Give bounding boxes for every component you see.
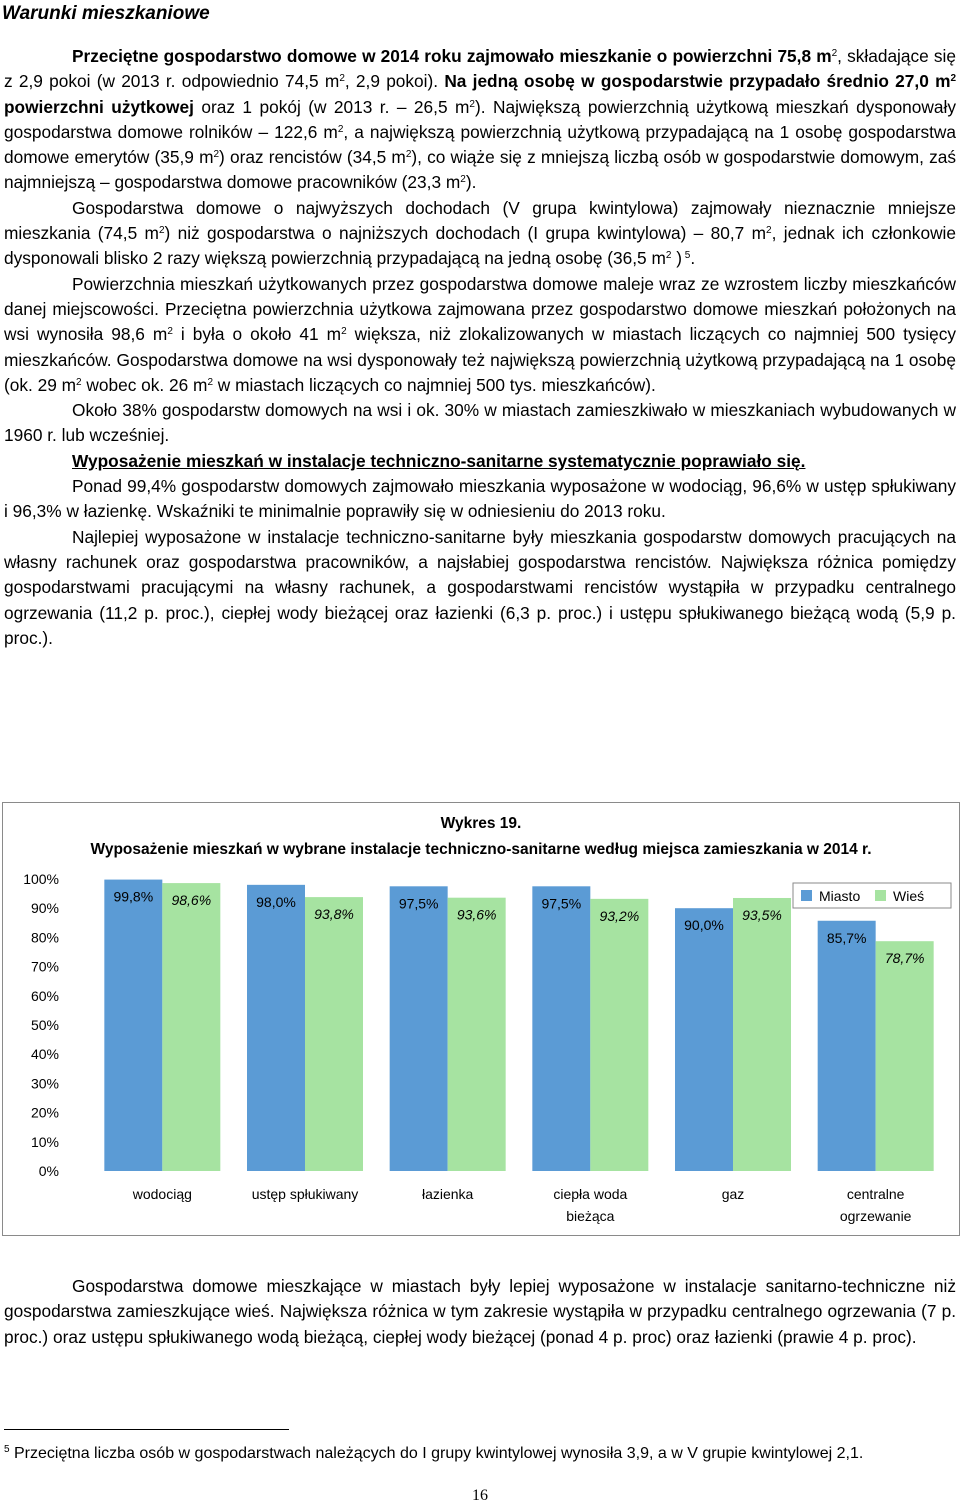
paragraph-8: Gospodarstwa domowe mieszkające w miastach były lepiej wyposażone w instalacje sanitarno-techniczne niż gospodarstwa zamieszkujące wieś. Największa różnica w tym zakresie wystąpiła w przypadku centralnego ogrzewania (7 p. proc.) oraz ustępu spłukiwanego wodą bieżącą, ciepłej wody bieżącej (ponad 4 p. proc) oraz łazienki (prawie 4 p. proc). (4, 1276, 956, 1347)
bar-chart (3, 803, 959, 1235)
bar-wie (876, 941, 934, 1171)
y-tick-label: 20% (30, 1104, 59, 1121)
chart-title: Wykres 19. (440, 815, 522, 832)
y-tick-label: 0% (38, 1163, 59, 1179)
bar-wie (305, 897, 363, 1171)
chart-subtitle: Wyposażenie mieszkań w wybrane instalacje techniczno-sanitarne według miejsca zamieszkania w 2014 r. (90, 841, 872, 858)
body-text-upper (4, 44, 956, 651)
data-label: 90,0% (684, 917, 724, 934)
y-tick-label: 80% (30, 929, 59, 946)
legend-swatch (801, 890, 812, 901)
data-label: 98,6% (171, 892, 212, 909)
paragraph-1: Przeciętne gospodarstwo domowe w 2014 roku zajmowało mieszkanie o powierzchni 75,8 $m^2$, składające się z 2,9 pokoi (w 2013 r. odpowiednio 74,5 $m^2$, 2,9 pokoi). Na jedną osobę w gospodarstwie przypadało średnio 27,0 $m^2$ powierzchni użytkowej oraz 1 pokój (w 2013 r. – 26,5 $m^2$). Największą powierzchnią użytkową mieszkań dysponowały gospodarstwa domowe rolników – 122,6 $m^2$, a największą powierzchnią użytkową przypadającą na 1 osobę gospodarstwa domowe emerytów (35,9 $m^2$) oraz rencistów (34,5 $m^2$), co wiąże się z mniejszą liczbą osób w gospodarstwie domowym, zaś najmniejszą – gospodarstwa domowe pracowników (23,3 $m^2$). (4, 46, 957, 193)
bar-wie (733, 898, 791, 1171)
page-number: 16 (472, 1487, 488, 1504)
y-tick-label: 70% (30, 958, 59, 975)
paragraph-4: Około 38% gospodarstw domowych na wsi i ok. 30% w miastach zamieszkiwało w mieszkaniach wybudowanych w 1960 r. lub wcześniej. (4, 400, 956, 446)
bar-miasto (675, 908, 733, 1171)
y-tick-label: 50% (30, 1017, 59, 1033)
data-label: 97,5% (398, 895, 439, 912)
legend-entry: Miasto (819, 888, 861, 904)
paragraph-3: Powierzchnia mieszkań użytkowanych przez gospodarstwa domowe maleje wraz ze wzrostem liczby mieszkańców danej miejscowości. Przeciętna powierzchnia użytkowa zajmowana przez gospodarstwo domowe mieszkań położonych na wsi wynosiła 98,6 $m^2$ i była o około 41 $m^2$ większa, niż zlokalizowanych w miastach liczących co najmniej 500 tysięcy mieszkańców. Gospodarstwa domowe na wsi dysponowały też największą powierzchnią użytkową przypadającą na 1 osobę (ok. 29 $m^2$ wobec ok. 26 $m^2$ w miastach liczących co najmniej 500 tys. mieszkańców). (4, 273, 956, 395)
data-label: 98,0% (256, 893, 296, 910)
footnote (4, 1442, 956, 1465)
legend-entry: Wieś (893, 888, 925, 904)
bar-miasto (247, 885, 305, 1171)
x-category-label: łazienka (421, 1186, 474, 1202)
x-category-label: ogrzewanie (839, 1208, 912, 1224)
data-label: 93,5% (742, 906, 782, 923)
footnote-mark: 5 (4, 1444, 10, 1455)
paragraph-2: Gospodarstwa domowe o najwyższych dochodach (V grupa kwintylowa) zajmowały nieznacznie mniejsze mieszkania (74,5 $m^2$) niż gospodarstwa o najniższych dochodach (I grupa kwintylowa) – 80,7 $m^2$, jednak ich członkowie dysponowali blisko 2 razy większą powierzchnią przypadającą na jedną osobę (36,5 $m^2$ ) $^5$. (4, 197, 956, 269)
y-tick-label: 10% (30, 1133, 59, 1150)
bar-miasto (532, 886, 590, 1171)
bar-wie (448, 898, 506, 1171)
data-label: 99,8% (113, 888, 154, 905)
y-tick-label: 90% (30, 900, 59, 917)
data-label: 93,8% (314, 906, 354, 923)
bar-miasto (104, 880, 162, 1171)
legend-swatch (875, 890, 886, 901)
data-label: 97,5% (541, 895, 582, 912)
x-category-label: ustęp spłukiwany (251, 1186, 359, 1202)
paragraph-5-heading: Wyposażenie mieszkań w instalacje techniczno-sanitarne systematycznie poprawiało się. (72, 450, 806, 471)
data-label: 93,2% (599, 907, 640, 924)
y-tick-label: 100% (23, 871, 59, 887)
footnote-divider (4, 1429, 289, 1430)
chart-container (2, 802, 960, 1236)
data-label: 85,7% (826, 929, 867, 946)
bar-miasto (818, 921, 876, 1171)
x-category-label: ciepła woda (553, 1186, 628, 1202)
section-title: Warunki mieszkaniowe (2, 3, 210, 24)
x-category-label: wodociąg (132, 1186, 192, 1202)
bar-wie (590, 899, 648, 1171)
paragraph-7: Najlepiej wyposażone w instalacje techniczno-sanitarne były mieszkania gospodarstw domowych pracujących na własny rachunek oraz gospodarstwa pracowników, a najsłabiej gospodarstwa rencistów. Największa różnica pomiędzy gospodarstwami pracującymi na własny rachunek, a gospodarstwami rencistów wystąpiła w przypadku centralnego ogrzewania (11,2 p. proc.), ciepłej wody bieżącej oraz łazienki (6,3 p. proc.) i ustępu spłukiwanego bieżącą wodą (5,9 p. proc.). (4, 526, 956, 648)
body-text-lower (4, 1274, 956, 1350)
y-tick-label: 60% (30, 987, 59, 1004)
x-category-label: bieżąca (566, 1208, 615, 1224)
bar-miasto (390, 886, 448, 1171)
y-tick-label: 40% (30, 1046, 59, 1063)
paragraph-6: Ponad 99,4% gospodarstw domowych zajmowało mieszkania wyposażone w wodociąg, 96,6% w ustęp spłukiwany i 96,3% w łazienkę. Wskaźniki te minimalnie poprawiły się w odniesieniu do 2013 roku. (4, 476, 956, 522)
data-label: 93,6% (456, 906, 497, 923)
legend-box (793, 883, 951, 908)
footnote-text: Przeciętna liczba osób w gospodarstwach należących do I grupy kwintylowej wynosiła 3,9, a w V grupie kwintylowej 2,1. (9, 1445, 864, 1462)
x-category-label: gaz (721, 1186, 745, 1202)
y-tick-label: 30% (30, 1075, 59, 1092)
x-category-label: centralne (846, 1186, 905, 1202)
bar-wie (162, 883, 220, 1171)
data-label: 78,7% (884, 950, 925, 967)
